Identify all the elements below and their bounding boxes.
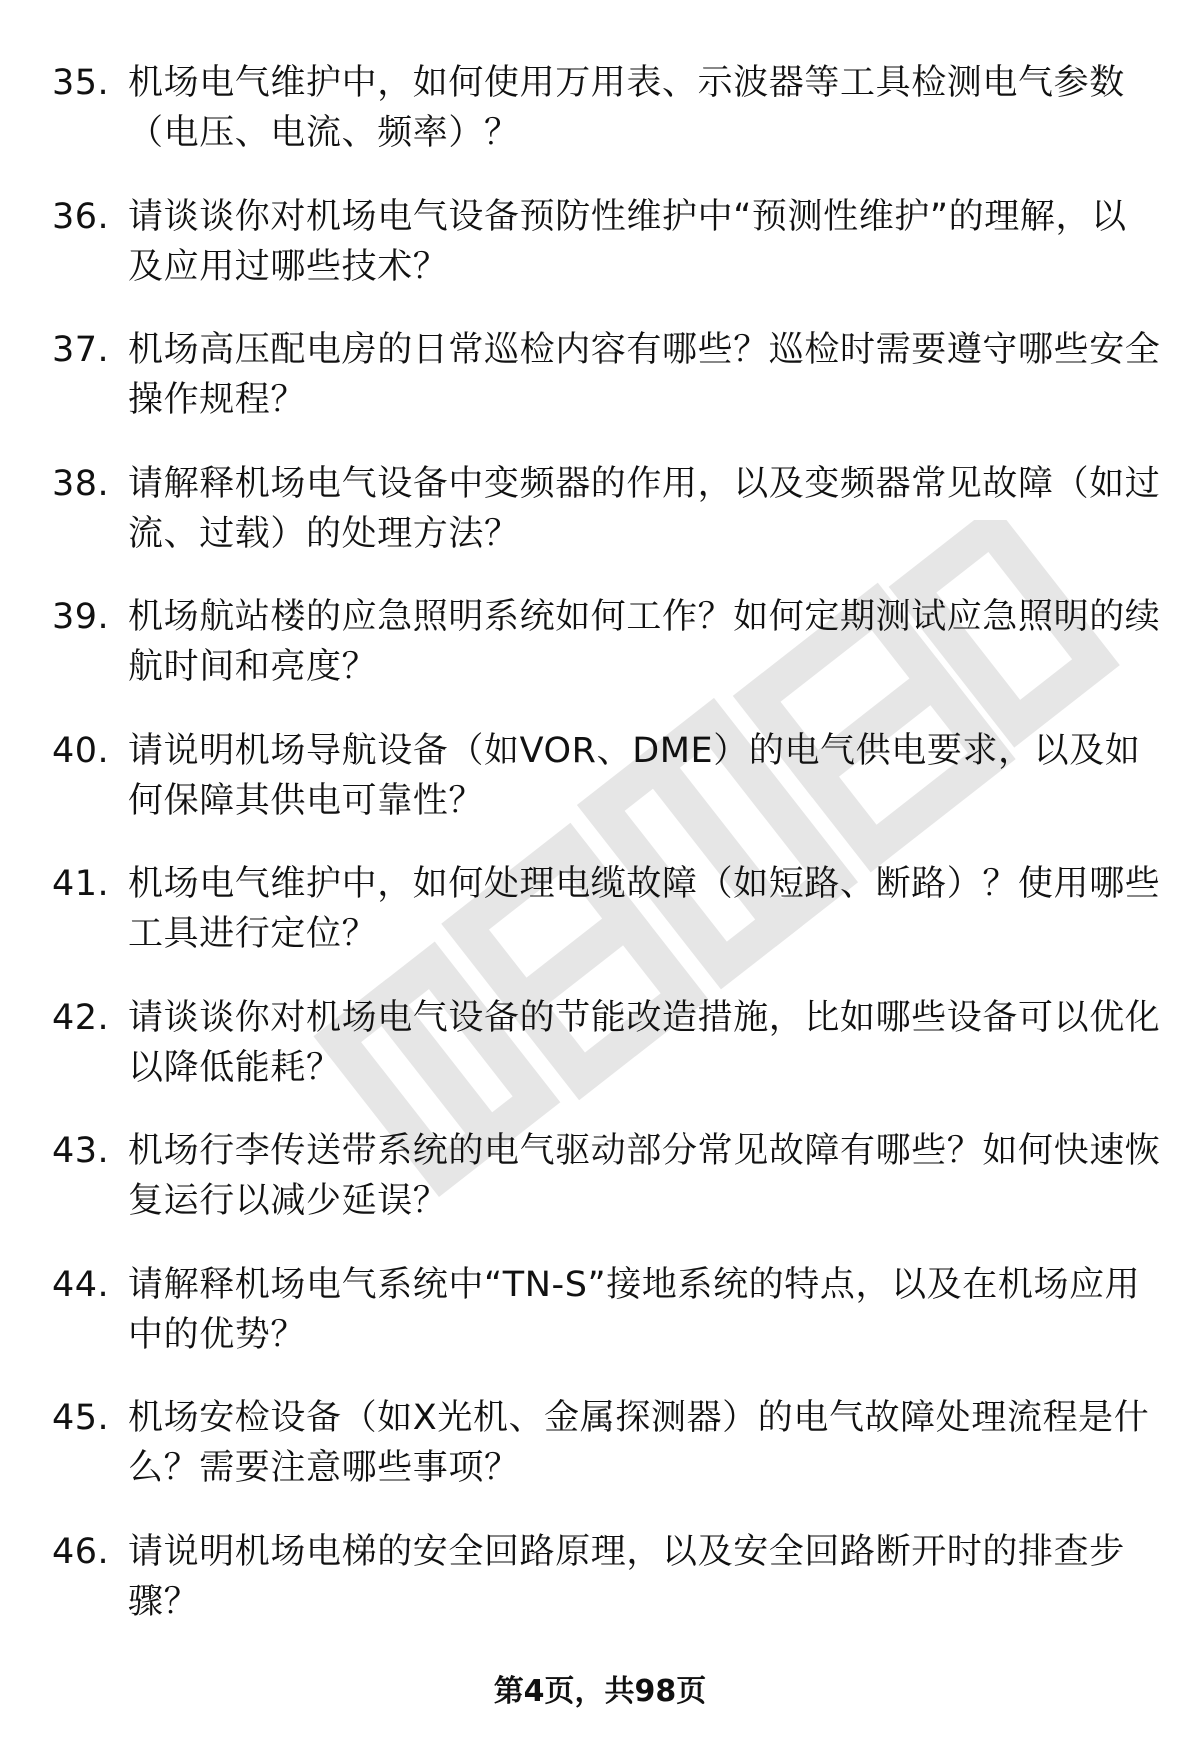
question-text: 请说明机场导航设备（如VOR、DME）的电气供电要求，以及如何保障其供电可靠性？ (128, 730, 1141, 821)
question-number: 37. (52, 330, 110, 370)
question-text: 请谈谈你对机场电气设备预防性维护中“预测性维护”的理解，以及应用过哪些技术？ (128, 196, 1127, 287)
question-item (52, 993, 1162, 1093)
question-number: 35. (52, 63, 110, 103)
question-number: 44. (52, 1264, 110, 1305)
question-number: 43. (52, 1131, 110, 1171)
question-item (52, 1126, 1162, 1226)
question-text: 机场高压配电房的日常巡检内容有哪些？巡检时需要遵守哪些安全操作规程？ (128, 330, 1161, 420)
question-item (52, 592, 1162, 692)
question-item (52, 192, 1162, 292)
question-text: 机场航站楼的应急照明系统如何工作？如何定期测试应急照明的续航时间和亮度？ (128, 597, 1161, 687)
question-text: 机场电气维护中，如何使用万用表、示波器等工具检测电气参数（电压、电流、频率）？ (128, 63, 1125, 153)
question-text: 机场安检设备（如X光机、金属探测器）的电气故障处理流程是什么？需要注意哪些事项？ (128, 1398, 1150, 1488)
question-number: 42. (52, 997, 110, 1038)
question-number: 36. (52, 196, 110, 237)
question-text: 请说明机场电梯的安全回路原理，以及安全回路断开时的排查步骤？ (128, 1531, 1125, 1622)
page-footer: 第4页，共98页 (493, 1674, 707, 1709)
question-text: 请谈谈你对机场电气设备的节能改造措施，比如哪些设备可以优化以降低能耗？ (128, 997, 1161, 1088)
question-list (52, 58, 1162, 1660)
question-number: 46. (52, 1531, 110, 1572)
question-text: 机场电气维护中，如何处理电缆故障（如短路、断路）？使用哪些工具进行定位？ (128, 864, 1161, 954)
question-text: 请解释机场电气系统中“TN-S”接地系统的特点，以及在机场应用中的优势？ (128, 1264, 1141, 1355)
question-number: 40. (52, 730, 110, 771)
question-item (52, 1393, 1162, 1493)
question-number: 38. (52, 463, 110, 504)
question-text: 请解释机场电气设备中变频器的作用，以及变频器常见故障（如过流、过载）的处理方法？ (128, 463, 1161, 554)
question-item (52, 1260, 1162, 1360)
question-text: 机场行李传送带系统的电气驱动部分常见故障有哪些？如何快速恢复运行以减少延误？ (128, 1131, 1161, 1221)
question-item (52, 726, 1162, 826)
question-number: 41. (52, 864, 110, 904)
question-number: 45. (52, 1398, 110, 1438)
question-item (52, 58, 1162, 158)
question-item (52, 859, 1162, 959)
question-item (52, 1527, 1162, 1627)
question-item (52, 325, 1162, 425)
question-number: 39. (52, 597, 110, 637)
question-item (52, 459, 1162, 559)
